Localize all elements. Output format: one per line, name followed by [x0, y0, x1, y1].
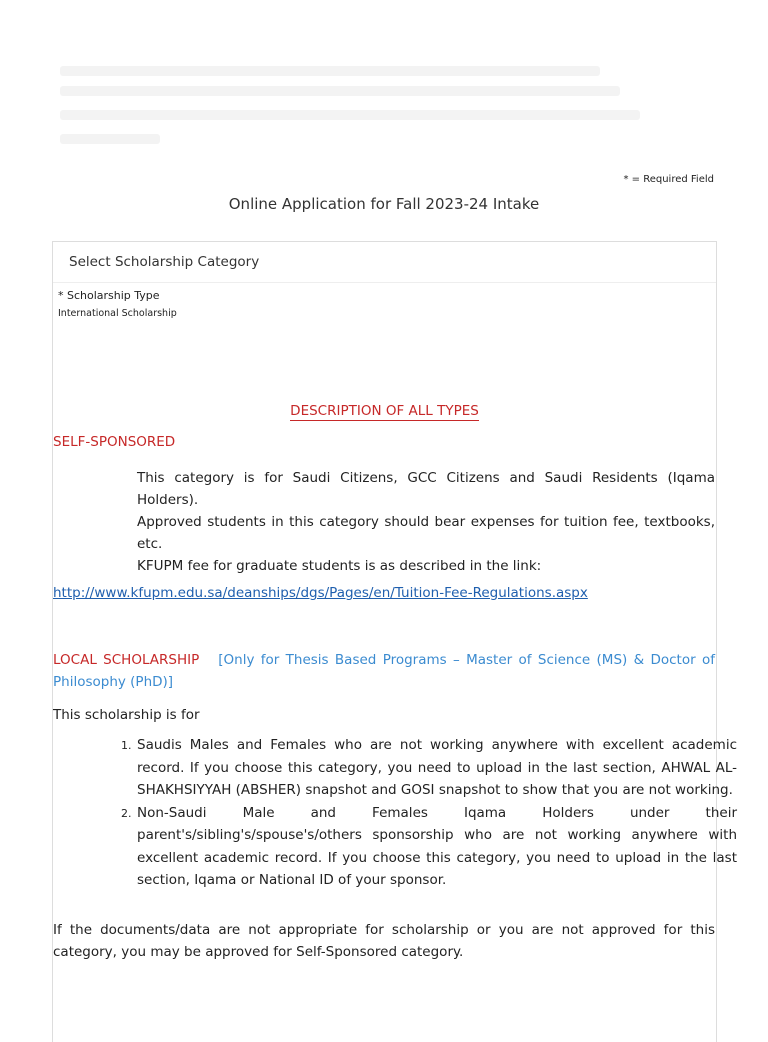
scholarship-type-value[interactable]: International Scholarship — [58, 308, 177, 319]
required-field-note: * = Required Field — [623, 174, 714, 185]
page-title: Online Application for Fall 2023-24 Intake — [228, 195, 540, 213]
local-scholarship-note: [Only for Thesis Based Programs – Master of Science (MS) & Doctor of Philosophy (PhD)] — [53, 652, 716, 690]
panel-heading: Select Scholarship Category — [69, 254, 260, 270]
local-scholarship-intro: This scholarship is for — [53, 707, 200, 723]
local-scholarship-heading-block — [53, 649, 715, 693]
self-sponsored-line-1: This category is for Saudi Citizens, GCC Citizens and Saudi Residents (Iqama Holders). — [137, 470, 715, 508]
description-title: DESCRIPTION OF ALL TYPES — [290, 403, 479, 419]
scholarship-type-label: * Scholarship Type — [58, 289, 160, 302]
local-scholarship-footer: If the documents/data are not appropriate for scholarship or you are not approved for this category, you may be approved for Self-Sponsored category. — [53, 922, 715, 960]
self-sponsored-line-2: Approved students in this category should bear expenses for tuition fee, textbooks, etc. — [137, 514, 715, 552]
list-item: 2. Non-Saudi Male and Females Iqama Holders under their parent's/sibling's/spouse's/others sponsorship who are not working anywhere with excellent academic record. If you choose this category, you need to upload in the last section, Iqama or National ID of your sponsor. — [135, 802, 737, 892]
scholarship-panel — [52, 241, 737, 1042]
list-item: 1. Saudis Males and Females who are not working anywhere with excellent academic record. If you choose this category, you need to upload in the last section, AHWAL AL-SHAKHSIYYAH (ABSHER) snapshot and GOSI snapshot to show that you are not working. — [135, 734, 737, 802]
self-sponsored-heading: SELF-SPONSORED — [53, 434, 176, 450]
panel-divider — [53, 282, 716, 283]
blurred-header — [60, 62, 650, 172]
tuition-fee-link[interactable]: http://www.kfupm.edu.sa/deanships/dgs/Pages/en/Tuition-Fee-Regulations.aspx — [53, 585, 588, 601]
self-sponsored-line-3: KFUPM fee for graduate students is as described in the link: — [137, 558, 542, 574]
local-scholarship-heading: LOCAL SCHOLARSHIP — [53, 652, 200, 668]
local-scholarship-list — [113, 734, 737, 892]
